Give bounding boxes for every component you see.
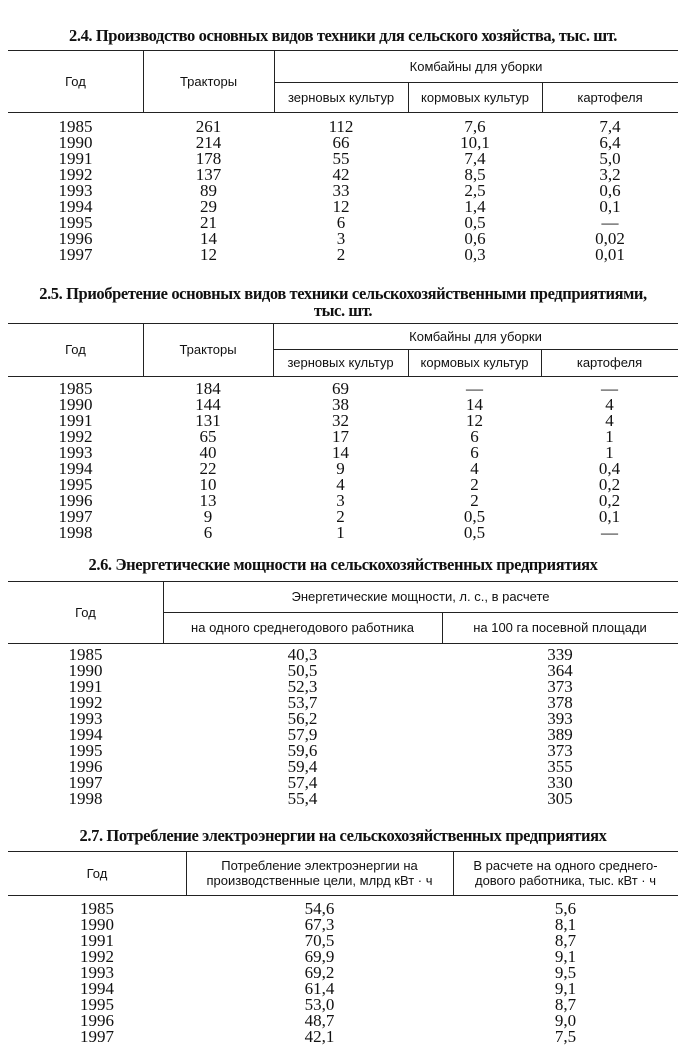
table-2-5-potato-header: картофеля <box>576 355 643 370</box>
value-cell: 6 <box>336 213 346 232</box>
value-cell: 9,5 <box>554 963 577 982</box>
table-2-5-fodder-header: кормовых культур <box>420 355 529 370</box>
value-cell: 8,5 <box>464 165 486 184</box>
value-cell: 378 <box>547 693 573 712</box>
value-cell: 0,3 <box>464 245 486 264</box>
value-cell: 0,5 <box>464 213 486 232</box>
value-cell: 389 <box>547 725 573 744</box>
value-cell: 131 <box>195 411 221 430</box>
value-cell: 214 <box>195 133 222 152</box>
year-cell: 1998 <box>68 789 103 808</box>
value-cell: 22 <box>199 459 217 478</box>
value-cell: 0,2 <box>598 491 621 510</box>
table-row <box>0 727 686 743</box>
table-row <box>0 679 686 695</box>
value-cell: 2 <box>336 507 345 526</box>
year-cell: 1990 <box>80 915 114 934</box>
year-cell: 1985 <box>58 117 93 136</box>
value-cell: 53,7 <box>287 693 318 712</box>
value-cell: 364 <box>547 661 573 680</box>
value-cell: 29 <box>200 197 217 216</box>
table-2-6-group-header: Энергетические мощности, л. с., в расчете <box>291 589 550 604</box>
table-row <box>0 791 686 807</box>
value-cell: 69 <box>332 379 349 398</box>
value-cell: 0,6 <box>599 181 621 200</box>
table-2-7-title: 2.7. Потребление электроэнергии на сельскохозяйственных предприятиях <box>79 826 607 845</box>
year-cell: 1990 <box>58 395 93 414</box>
year-cell: 1996 <box>68 757 103 776</box>
table-row <box>0 695 686 711</box>
value-cell: 42,1 <box>304 1027 335 1046</box>
table-2-5-year-header: Год <box>65 342 86 357</box>
value-cell: 144 <box>195 395 221 414</box>
table-2-7-per-worker-header <box>453 858 678 888</box>
value-cell: 373 <box>547 741 573 760</box>
table-2-7-consumption-header <box>186 858 453 888</box>
value-cell: 89 <box>200 181 217 200</box>
year-cell: 1992 <box>58 427 93 446</box>
table-2-4-combines-header: Комбайны для уборки <box>409 58 543 74</box>
table-2-7-header-rule <box>8 895 678 896</box>
value-cell: 50,5 <box>287 661 318 680</box>
value-cell: 57,4 <box>287 773 318 792</box>
value-cell: 373 <box>547 677 573 696</box>
year-cell: 1991 <box>58 411 93 430</box>
value-cell: 65 <box>199 427 217 446</box>
table-2-5-grain-header: зерновых культур <box>287 355 394 370</box>
value-cell: 0,2 <box>598 475 621 494</box>
table-row <box>0 663 686 679</box>
value-cell: — <box>466 379 483 398</box>
year-cell: 1994 <box>68 725 103 744</box>
value-cell: 7,4 <box>464 149 486 168</box>
year-cell: 1991 <box>68 677 103 696</box>
value-cell: 1 <box>336 523 345 542</box>
value-cell: 112 <box>328 117 354 136</box>
value-cell: 69,9 <box>304 947 335 966</box>
value-cell: 32 <box>332 411 349 430</box>
year-cell: 1996 <box>58 491 93 510</box>
value-cell: 33 <box>332 181 350 200</box>
table-2-4-header-rule <box>8 112 678 113</box>
table-2-6-per-100ha-header: на 100 га посевной площади <box>473 620 647 635</box>
value-cell: 9,1 <box>554 979 577 998</box>
value-cell: 9,1 <box>554 947 577 966</box>
value-cell: 4 <box>605 411 614 430</box>
value-cell: 4 <box>605 395 614 414</box>
year-cell: 1993 <box>58 443 93 462</box>
year-cell: 1995 <box>80 995 114 1014</box>
table-row <box>0 775 686 791</box>
year-cell: 1991 <box>58 149 93 168</box>
value-cell: 14 <box>466 395 483 414</box>
year-cell: 1993 <box>68 709 103 728</box>
value-cell: 70,5 <box>304 931 335 950</box>
value-cell: 339 <box>547 645 573 664</box>
value-cell: 17 <box>332 427 349 446</box>
value-cell: 4 <box>336 475 345 494</box>
value-cell: 2 <box>470 491 479 510</box>
value-cell: 61,4 <box>304 979 335 998</box>
value-cell: 55,4 <box>287 789 318 808</box>
value-cell: 52,3 <box>287 677 318 696</box>
year-cell: 1992 <box>58 165 93 184</box>
year-cell: 1985 <box>80 899 114 918</box>
table-row <box>0 525 686 541</box>
year-cell: 1997 <box>58 507 93 526</box>
year-cell: 1997 <box>80 1027 114 1046</box>
table-row <box>0 647 686 663</box>
value-cell: 2 <box>470 475 479 494</box>
value-cell: 0,5 <box>463 507 486 526</box>
value-cell: 305 <box>547 789 573 808</box>
value-cell: 67,3 <box>304 915 335 934</box>
year-cell: 1995 <box>58 475 93 494</box>
value-cell: 0,4 <box>598 459 621 478</box>
value-cell: 3,2 <box>599 165 621 184</box>
value-cell: 0,1 <box>598 507 621 526</box>
value-cell: 48,7 <box>304 1011 335 1030</box>
value-cell: 57,9 <box>287 725 318 744</box>
value-cell: 0,6 <box>464 229 486 248</box>
table-2-4-fodder-header: кормовых культур <box>421 89 529 105</box>
value-cell: 7,5 <box>554 1027 577 1046</box>
value-cell: 10 <box>199 475 217 494</box>
value-cell: 40 <box>199 443 217 462</box>
table-2-5-header-rule <box>8 376 678 377</box>
value-cell: 12 <box>466 411 483 430</box>
value-cell: 393 <box>547 709 573 728</box>
year-cell: 1996 <box>58 229 93 248</box>
value-cell: 54,6 <box>304 899 335 918</box>
value-cell: 0,01 <box>595 245 625 264</box>
year-cell: 1993 <box>80 963 114 982</box>
table-row <box>0 1029 686 1045</box>
value-cell: 330 <box>547 773 573 792</box>
value-cell: 0,5 <box>463 523 486 542</box>
value-cell: 8,7 <box>554 931 577 950</box>
table-2-4-grain-header: зерновых культур <box>287 89 395 105</box>
value-cell: 40,3 <box>287 645 318 664</box>
year-cell: 1994 <box>58 459 93 478</box>
value-cell: — <box>601 213 619 232</box>
year-cell: 1990 <box>58 133 93 152</box>
value-cell: 6 <box>470 443 479 462</box>
value-cell: 5,6 <box>554 899 577 918</box>
value-cell: 3 <box>336 491 345 510</box>
year-cell: 1997 <box>68 773 103 792</box>
year-cell: 1990 <box>68 661 103 680</box>
value-cell: 7,4 <box>599 117 621 136</box>
value-cell: 2 <box>336 245 346 264</box>
value-cell: 38 <box>332 395 349 414</box>
table-2-4-potato-header: картофеля <box>577 89 643 105</box>
value-cell: 1,4 <box>464 197 486 216</box>
value-cell: 8,7 <box>554 995 577 1014</box>
value-cell: 3 <box>336 229 346 248</box>
year-cell: 1992 <box>80 947 114 966</box>
value-cell: 6,4 <box>599 133 621 152</box>
value-cell: — <box>601 379 618 398</box>
value-cell: 7,6 <box>464 117 486 136</box>
value-cell: 59,6 <box>287 741 318 760</box>
table-2-5-combines-header: Комбайны для уборки <box>409 328 542 344</box>
per-worker-header-line1: В расчете на одного среднего- <box>473 858 658 873</box>
table-2-4-year-header: Год <box>65 73 86 89</box>
value-cell: 12 <box>200 245 217 264</box>
value-cell: 9,0 <box>554 1011 577 1030</box>
value-cell: 59,4 <box>287 757 318 776</box>
table-row <box>0 743 686 759</box>
value-cell: 10,1 <box>460 133 490 152</box>
table-2-5-title-cont: тыс. шт. <box>313 301 373 320</box>
table-row <box>0 247 686 263</box>
value-cell: 42 <box>332 165 350 184</box>
year-cell: 1996 <box>80 1011 114 1030</box>
table-2-5-tractors-header: Тракторы <box>179 342 237 357</box>
value-cell: 69,2 <box>304 963 335 982</box>
table-2-6-title: 2.6. Энергетические мощности на сельскохозяйственных предприятиях <box>88 555 598 574</box>
table-2-7-year-header: Год <box>86 865 108 881</box>
consumption-header-line2: производственные цели, млрд кВт · ч <box>206 873 433 888</box>
value-cell: 56,2 <box>287 709 318 728</box>
table-2-6-header-rule <box>8 643 678 644</box>
value-cell: 9 <box>203 507 213 526</box>
value-cell: 6 <box>203 523 213 542</box>
value-cell: 5,0 <box>599 149 621 168</box>
value-cell: 0,1 <box>599 197 621 216</box>
value-cell: 184 <box>195 379 221 398</box>
value-cell: 261 <box>195 117 222 136</box>
year-cell: 1994 <box>58 197 93 216</box>
value-cell: 1 <box>605 427 614 446</box>
year-cell: 1994 <box>80 979 114 998</box>
year-cell: 1998 <box>58 523 93 542</box>
value-cell: 6 <box>470 427 479 446</box>
year-cell: 1997 <box>58 245 93 264</box>
year-cell: 1985 <box>68 645 103 664</box>
value-cell: 2,5 <box>464 181 486 200</box>
value-cell: 8,1 <box>554 915 577 934</box>
value-cell: 14 <box>200 229 217 248</box>
value-cell: — <box>601 523 618 542</box>
table-2-6-year-header: Год <box>75 604 96 620</box>
year-cell: 1993 <box>58 181 93 200</box>
value-cell: 0,02 <box>595 229 625 248</box>
value-cell: 66 <box>332 133 350 152</box>
year-cell: 1985 <box>58 379 93 398</box>
year-cell: 1991 <box>80 931 114 950</box>
value-cell: 1 <box>605 443 614 462</box>
year-cell: 1995 <box>68 741 103 760</box>
table-2-6-per-worker-header: на одного среднегодового работника <box>191 620 414 635</box>
per-worker-header-line2: дового работника, тыс. кВт · ч <box>474 873 656 888</box>
year-cell: 1995 <box>58 213 93 232</box>
value-cell: 178 <box>195 149 222 168</box>
value-cell: 12 <box>332 197 350 216</box>
table-2-5-title: 2.5. Приобретение основных видов техники сельскохозяйственными предприятиями, <box>39 284 647 303</box>
value-cell: 355 <box>547 757 573 776</box>
consumption-header-line1: Потребление электроэнергии на <box>221 858 418 873</box>
year-cell: 1992 <box>68 693 103 712</box>
value-cell: 9 <box>336 459 345 478</box>
value-cell: 13 <box>199 491 217 510</box>
value-cell: 137 <box>195 165 222 184</box>
value-cell: 21 <box>200 213 217 232</box>
value-cell: 53,0 <box>304 995 335 1014</box>
value-cell: 14 <box>332 443 349 462</box>
value-cell: 55 <box>332 149 350 168</box>
table-2-4-title: 2.4. Производство основных видов техники для сельского хозяйства, тыс. шт. <box>69 26 617 45</box>
table-2-4-tractors-header: Тракторы <box>179 73 238 89</box>
value-cell: 4 <box>470 459 479 478</box>
